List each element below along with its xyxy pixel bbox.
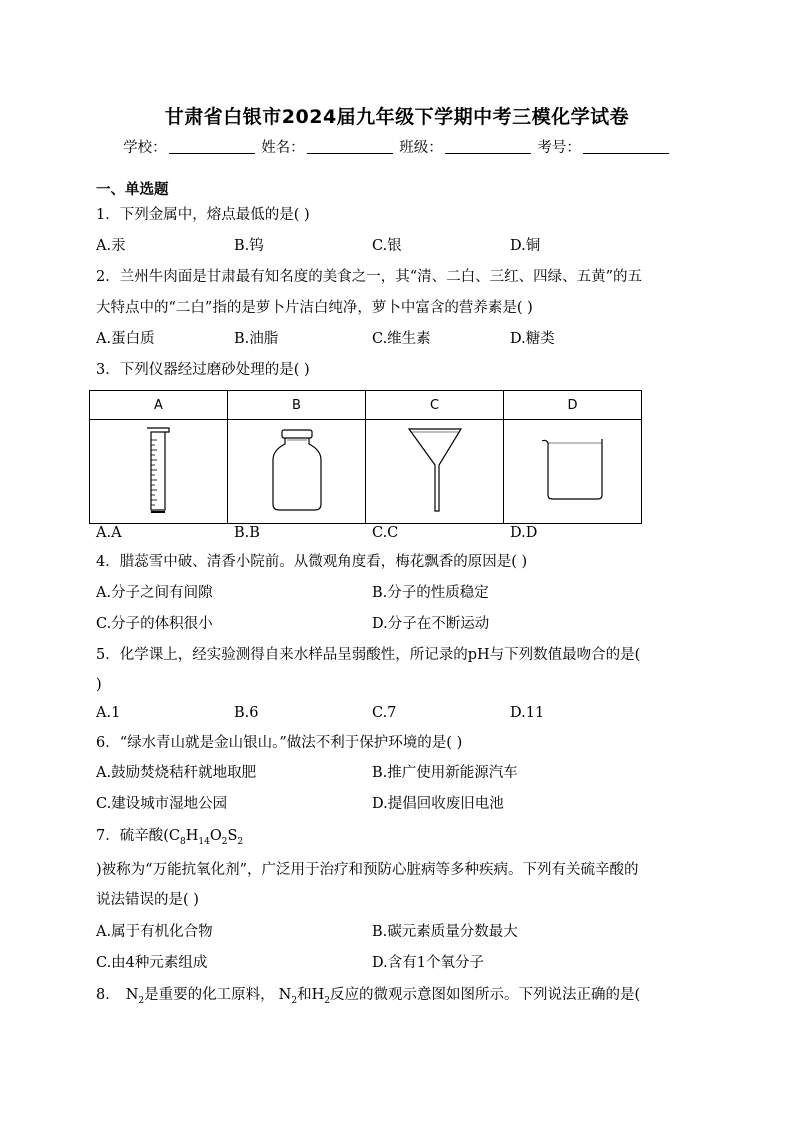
q6-option-b[interactable]: B.推广使用新能源汽车 bbox=[372, 765, 518, 781]
q1-option-d[interactable]: D.铜 bbox=[510, 238, 541, 254]
q6-option-c[interactable]: C.建设城市湿地公园 bbox=[96, 796, 228, 812]
funnel-icon bbox=[405, 425, 465, 515]
question-3-stem bbox=[96, 360, 310, 380]
table-header-c: C bbox=[366, 391, 504, 420]
exam-no-label: 考号： bbox=[537, 140, 581, 156]
question-number: 5． bbox=[96, 647, 120, 663]
graduated-cylinder-icon bbox=[139, 424, 179, 516]
question-7-stem-cont: )被称为“万能抗氧化剂”，广泛用于治疗和预防心脏病等多种疾病。下列有关硫辛酸的 bbox=[96, 862, 639, 878]
table-header-a: A bbox=[90, 391, 228, 420]
question-text: “绿水青山就是金山银山。”做法不利于保护环境的是( ) bbox=[119, 735, 463, 751]
table-header-b: B bbox=[228, 391, 366, 420]
school-label: 学校： bbox=[123, 140, 167, 156]
beaker-icon bbox=[538, 435, 608, 505]
q7-option-c[interactable]: C.由4种元素组成 bbox=[96, 955, 208, 971]
q4-option-b[interactable]: B.分子的性质稳定 bbox=[372, 585, 489, 601]
q3-option-a[interactable]: A.A bbox=[96, 525, 122, 541]
q4-option-c[interactable]: C.分子的体积很小 bbox=[96, 616, 213, 632]
student-info-row bbox=[0, 136, 794, 157]
question-number: 8． bbox=[96, 987, 120, 1003]
cell-d bbox=[504, 420, 642, 524]
q3-option-d[interactable]: D.D bbox=[510, 525, 538, 541]
q6-option-d[interactable]: D.提倡回收废旧电池 bbox=[372, 796, 504, 812]
question-number: 1． bbox=[96, 207, 120, 223]
q1-option-c[interactable]: C.银 bbox=[372, 238, 402, 254]
question-7-stem bbox=[96, 826, 243, 852]
q2-option-d[interactable]: D.糖类 bbox=[510, 331, 555, 347]
question-6-stem bbox=[96, 733, 462, 753]
question-5-stem-cont: ) bbox=[96, 677, 102, 693]
q2-option-a[interactable]: A.蛋白质 bbox=[96, 331, 155, 347]
question-text: 下列仪器经过磨砂处理的是( ) bbox=[119, 362, 310, 378]
question-number: 6． bbox=[96, 735, 120, 751]
table-header-d: D bbox=[504, 391, 642, 420]
name-label: 姓名： bbox=[261, 140, 305, 156]
exam-no-blank[interactable] bbox=[583, 139, 669, 154]
question-text: 腊蕊雪中破、清香小院前。从微观角度看，梅花飘香的原因是( ) bbox=[119, 554, 528, 570]
class-label: 班级： bbox=[399, 140, 443, 156]
q3-option-b[interactable]: B.B bbox=[234, 525, 260, 541]
chemical-formula: $C_8H_{14}O_2S_2$ bbox=[168, 828, 244, 847]
q3-option-c[interactable]: C.C bbox=[372, 525, 399, 541]
q4-option-d[interactable]: D.分子在不断运动 bbox=[372, 616, 490, 632]
question-5-stem bbox=[96, 645, 640, 665]
question-text: 化学课上，经实验测得自来水样品呈弱酸性，所记录的pH与下列数值最吻合的是( bbox=[119, 647, 641, 663]
q7-option-d[interactable]: D.含有1个氧分子 bbox=[372, 955, 484, 971]
instrument-table bbox=[89, 390, 642, 524]
section-heading: 一、单选题 bbox=[96, 182, 169, 198]
question-number: 7． bbox=[96, 828, 120, 844]
question-number: 2． bbox=[96, 269, 120, 285]
exam-title: 甘肃省白银市2024届九年级下学期中考三模化学试卷 bbox=[164, 106, 630, 128]
q5-option-c[interactable]: C.7 bbox=[372, 705, 397, 721]
question-text: 兰州牛肉面是甘肃最有知名度的美食之一，其“清、二白、三红、四绿、五黄”的五 bbox=[119, 269, 643, 285]
school-blank[interactable] bbox=[169, 139, 255, 154]
cell-b bbox=[228, 420, 366, 524]
q7-option-b[interactable]: B.碳元素质量分数最大 bbox=[372, 924, 518, 940]
cell-a bbox=[90, 420, 228, 524]
question-7-stem-cont2: 说法错误的是( ) bbox=[96, 892, 199, 908]
question-text: 下列金属中，熔点最低的是( ) bbox=[119, 207, 310, 223]
question-2-stem bbox=[96, 267, 642, 287]
class-blank[interactable] bbox=[445, 139, 531, 154]
q5-option-b[interactable]: B.6 bbox=[234, 705, 259, 721]
q6-option-a[interactable]: A.鼓励焚烧秸秆就地取肥 bbox=[96, 765, 257, 781]
question-4-stem bbox=[96, 552, 527, 572]
q5-option-d[interactable]: D.11 bbox=[510, 705, 545, 721]
question-number: 4． bbox=[96, 554, 120, 570]
question-2-stem-cont: 大特点中的“二白”指的是萝卜片洁白纯净，萝卜中富含的营养素是( ) bbox=[96, 300, 533, 316]
q7-option-a[interactable]: A.属于有机化合物 bbox=[96, 924, 213, 940]
wide-mouth-bottle-icon bbox=[269, 428, 325, 512]
q1-option-a[interactable]: A.汞 bbox=[96, 238, 126, 254]
question-text: 硫辛酸( bbox=[119, 828, 169, 844]
q2-option-b[interactable]: B.油脂 bbox=[234, 331, 279, 347]
q1-option-b[interactable]: B.钨 bbox=[234, 238, 264, 254]
q2-option-c[interactable]: C.维生素 bbox=[372, 331, 431, 347]
question-1-stem bbox=[96, 205, 310, 225]
cell-c bbox=[366, 420, 504, 524]
question-8-stem: 8． $N_2$是重要的化工原料， $N_2$和$H_2$反应的微观示意图如图所示。下列说法正确的是( bbox=[96, 987, 641, 1006]
q4-option-a[interactable]: A.分子之间有间隙 bbox=[96, 585, 213, 601]
question-number: 3． bbox=[96, 362, 120, 378]
name-blank[interactable] bbox=[307, 139, 393, 154]
q5-option-a[interactable]: A.1 bbox=[96, 705, 121, 721]
